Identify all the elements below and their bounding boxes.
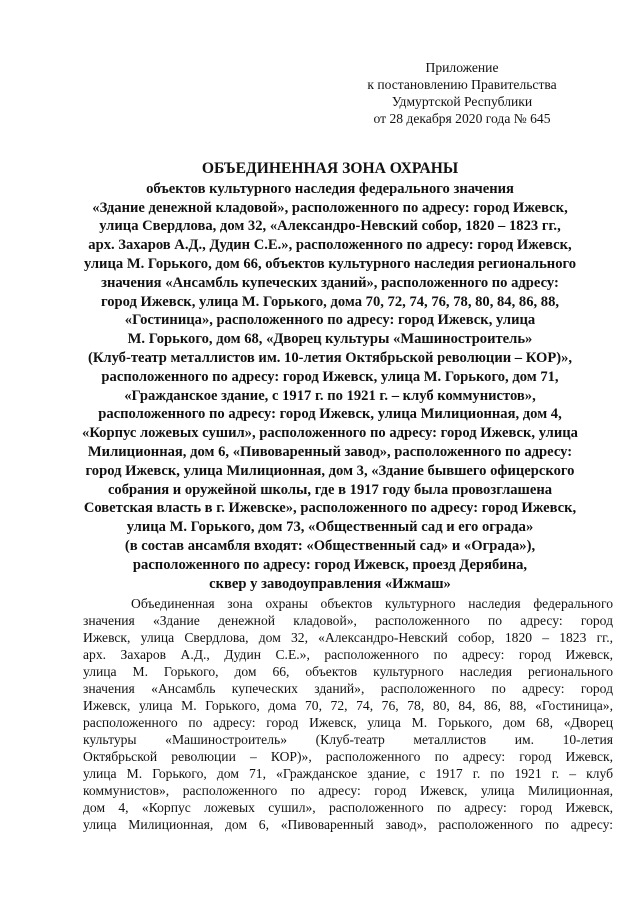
heading-line: «Гражданское здание, с 1917 г. по 1921 г. – клуб коммунистов», [124, 387, 536, 404]
body-line: значения «Здание денежной кладовой», расположенного по адресу: город [83, 613, 613, 628]
heading-line: сквер у заводоуправления «Ижмаш» [209, 575, 451, 592]
heading-line: улица М. Горького, дом 73, «Общественный сад и его ограда» [126, 519, 534, 536]
heading-line: «Корпус ложевых сушил», расположенного по адресу: город Ижевск, улица [82, 425, 578, 442]
appendix-line-2: к постановлению Правительства [367, 77, 557, 92]
appendix-line-3: Удмуртской Республики [391, 94, 533, 109]
appendix-line-1: Приложение [425, 60, 499, 75]
body-line: Ижевск, улица М. Горького, дома 70, 72, 74, 76, 78, 80, 84, 86, 88, «Гостиница», [83, 698, 613, 713]
body-line: значения «Ансамбль купеческих зданий», расположенного по адресу: город [83, 681, 613, 696]
document-heading [30, 160, 630, 593]
heading-line: арх. Захаров А.Д., Дудин С.Е.», расположенного по адресу: город Ижевск, [88, 237, 572, 254]
appendix-line-4: от 28 декабря 2020 года № 645 [373, 111, 551, 126]
body-line: Октябрьской революции – КОР)», расположенного по адресу: город Ижевск, [83, 749, 613, 764]
heading-line: улица М. Горького, дом 66, объектов культурного наследия регионального [83, 255, 577, 272]
appendix-block [342, 59, 582, 127]
heading-line: Советская власть в г. Ижевске», расположенного по адресу: город Ижевск, [83, 500, 577, 517]
body-line: улица М. Горького, дом 71, «Гражданское здание, с 1917 г. по 1921 г. – клуб [83, 766, 613, 781]
heading-line: собрания и оружейной школы, где в 1917 году была провозглашена [107, 481, 553, 498]
heading-line: город Ижевск, улица М. Горького, дома 70, 72, 74, 76, 78, 80, 84, 86, 88, [100, 293, 560, 310]
body-line: улица Милиционная, дом 6, «Пивоваренный завод», расположенного по адресу: [83, 817, 613, 832]
body-line: улица М. Горького, дом 66, объектов культурного наследия регионального [83, 664, 613, 679]
heading-line: улица Свердлова, дом 32, «Александро-Невский собор, 1820 – 1823 гг., [99, 218, 561, 235]
body-line: арх. Захаров А.Д., Дудин С.Е.», расположенного по адресу: город Ижевск, [83, 647, 613, 662]
heading-line: «Здание денежной кладовой», расположенного по адресу: город Ижевск, [92, 199, 568, 216]
heading-line: значения «Ансамбль купеческих зданий», расположенного по адресу: [101, 274, 559, 291]
heading-line: «Гостиница», расположенного по адресу: город Ижевск, улица [124, 312, 536, 329]
document-title: ОБЪЕДИНЕННАЯ ЗОНА ОХРАНЫ [201, 160, 459, 177]
body-line: Объединенная зона охраны объектов культурного наследия федерального [131, 596, 613, 611]
heading-line: расположенного по адресу: город Ижевск, улица М. Горького, дом 71, [101, 368, 559, 385]
body-paragraph [83, 595, 613, 833]
body-line: дом 4, «Корпус ложевых сушил», расположенного по адресу: город Ижевск, [83, 800, 613, 815]
body-line: Ижевск, улица Свердлова, дом 32, «Александро-Невский собор, 1820 – 1823 гг., [83, 630, 613, 645]
heading-line: город Ижевск, улица Милиционная, дом 3, «Здание бывшего офицерского [85, 462, 575, 479]
body-line: культуры «Машиностроитель» (Клуб-театр металлистов им. 10-летия [83, 732, 613, 747]
body-line: расположенного по адресу: город Ижевск, улица М. Горького, дом 68, «Дворец [83, 715, 613, 730]
heading-line: (Клуб-театр металлистов им. 10-летия Октябрьской революции – КОР)», [87, 349, 573, 366]
heading-line: расположенного по адресу: город Ижевск, проезд Дерябина, [132, 556, 528, 573]
heading-line: расположенного по адресу: город Ижевск, улица Милиционная, дом 4, [98, 406, 562, 423]
heading-line: объектов культурного наследия федерального значения [146, 180, 514, 197]
heading-line: (в состав ансамбля входят: «Общественный сад» и «Ограда»), [124, 537, 536, 554]
body-line: коммунистов», расположенного по адресу: город Ижевск, улица Милиционная, [83, 783, 613, 798]
heading-line: М. Горького, дом 68, «Дворец культуры «Машиностроитель» [127, 331, 533, 348]
heading-line: Милиционная, дом 6, «Пивоваренный завод», расположенного по адресу: [87, 443, 573, 460]
